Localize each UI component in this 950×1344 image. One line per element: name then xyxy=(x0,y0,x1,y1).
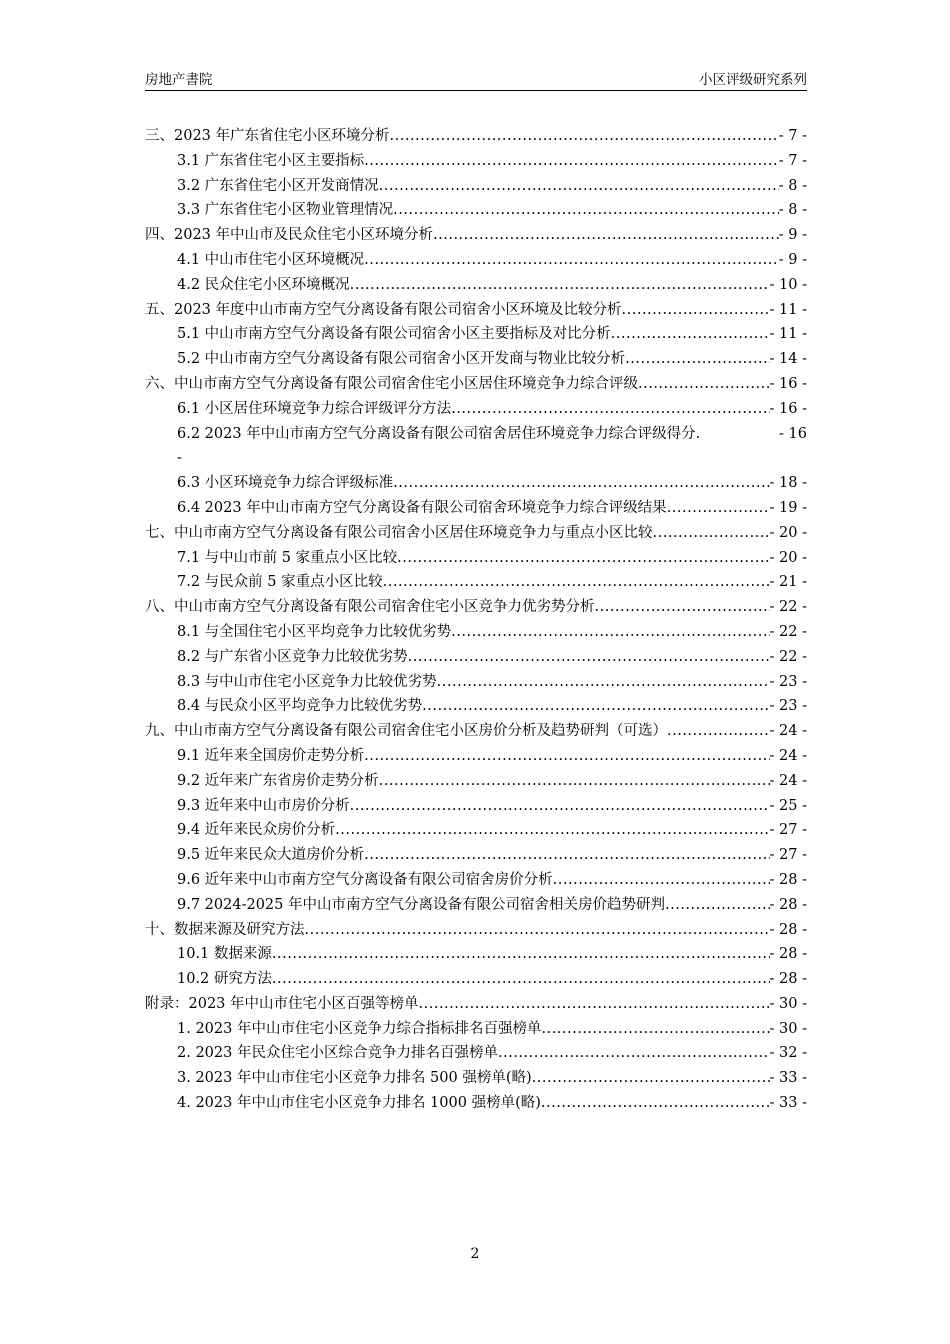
toc-leader-dots xyxy=(393,198,779,223)
toc-entry-title: 三、2023 年广东省住宅小区环境分析 xyxy=(145,128,390,144)
toc-entry-title: 5.2 中山市南方空气分离设备有限公司宿舍小区开发商与物业比较分析 xyxy=(177,351,626,368)
toc-leader-dots xyxy=(364,843,769,868)
toc-entry[interactable] xyxy=(145,198,807,223)
toc-entry[interactable] xyxy=(145,818,807,843)
toc-entry-page: - 27 - xyxy=(769,822,807,839)
toc-leader-dots xyxy=(667,496,770,521)
toc-leader-dots xyxy=(379,769,770,794)
toc-leader-dots xyxy=(451,620,769,645)
toc-entry-title: 9.2 近年来广东省房价走势分析 xyxy=(177,772,379,789)
toc-leader-dots xyxy=(350,273,770,298)
toc-leader-dots xyxy=(350,794,770,819)
toc-entry-title: 9.5 近年来民众大道房价分析 xyxy=(177,847,365,864)
toc-leader-dots xyxy=(553,868,770,893)
header-left-title: 房地产書院 xyxy=(145,72,213,88)
toc-entry[interactable] xyxy=(145,1066,807,1091)
toc-leader-dots xyxy=(638,372,770,397)
toc-entry[interactable] xyxy=(145,645,807,670)
toc-entry-page: - 11 - xyxy=(769,301,807,318)
toc-entry[interactable] xyxy=(145,347,807,372)
toc-entry-page-continuation: - xyxy=(177,450,182,467)
toc-entry-title: 4.2 民众住宅小区环境概况 xyxy=(177,276,350,293)
toc-entry[interactable] xyxy=(145,794,807,819)
toc-entry-page: - 24 - xyxy=(769,772,807,789)
toc-entry[interactable] xyxy=(145,570,807,595)
toc-entry-page: - 8 - xyxy=(778,202,807,219)
toc-entry[interactable] xyxy=(145,124,807,149)
toc-entry-page: - 33 - xyxy=(769,1095,807,1112)
toc-entry-title: 8.2 与广东省小区竞争力比较优劣势 xyxy=(177,648,408,665)
page-header xyxy=(145,64,807,91)
header-right-title: 小区评级研究系列 xyxy=(699,72,807,88)
toc-leader-dots xyxy=(611,322,770,347)
toc-entry[interactable] xyxy=(145,322,807,347)
table-of-contents xyxy=(145,124,807,1116)
toc-entry-page: - 14 - xyxy=(769,351,807,368)
toc-entry-page: - 23 - xyxy=(769,673,807,690)
toc-entry-page: - 16 - xyxy=(769,375,807,392)
toc-entry-title: 8.4 与民众小区平均竞争力比较优劣势 xyxy=(177,698,423,715)
page-number: 2 xyxy=(470,1246,480,1262)
toc-leader-dots xyxy=(433,223,779,248)
toc-entry-title: 6.4 2023 年中山市南方空气分离设备有限公司宿舍环境竞争力综合评级结果 xyxy=(177,499,667,516)
toc-entry-title: 1. 2023 年中山市住宅小区竞争力综合指标排名百强榜单 xyxy=(177,1020,542,1037)
toc-entry[interactable] xyxy=(145,372,807,397)
toc-entry-title: 3.1 广东省住宅小区主要指标 xyxy=(177,152,365,169)
toc-entry-page: - 8 - xyxy=(778,177,807,194)
toc-entry-page: - 16 xyxy=(779,425,807,442)
toc-entry-page: - 24 - xyxy=(769,723,807,740)
toc-leader-dots xyxy=(667,719,770,744)
toc-entry-page: - 28 - xyxy=(769,896,807,913)
toc-entry-title: 七、中山市南方空气分离设备有限公司宿舍小区居住环境竞争力与重点小区比较 xyxy=(145,524,653,541)
toc-entry-title: 9.3 近年来中山市房价分析 xyxy=(177,797,350,814)
toc-leader-dots xyxy=(408,645,770,670)
toc-entry-page: - 33 - xyxy=(769,1070,807,1087)
toc-entry-title: 8.1 与全国住宅小区平均竞争力比较优劣势 xyxy=(177,623,452,640)
toc-leader-dots xyxy=(379,174,779,199)
toc-leader-dots xyxy=(665,893,770,918)
toc-entry[interactable] xyxy=(145,1017,807,1042)
toc-entry-title: 9.7 2024-2025 年中山市南方空气分离设备有限公司宿舍相关房价趋势研判 xyxy=(177,896,665,913)
toc-leader-dots xyxy=(419,992,770,1017)
toc-leader-dots xyxy=(622,298,770,323)
toc-entry-page: - 30 - xyxy=(769,995,807,1012)
toc-leader-dots xyxy=(393,471,769,496)
toc-entry-title: 10.2 研究方法 xyxy=(177,971,272,988)
toc-entry[interactable] xyxy=(145,496,807,521)
toc-entry-title: 9.6 近年来中山市南方空气分离设备有限公司宿舍房价分析 xyxy=(177,871,553,888)
toc-entry[interactable] xyxy=(145,397,807,422)
toc-entry-page: - 28 - xyxy=(769,946,807,963)
toc-entry-title: 10.1 数据来源 xyxy=(177,946,272,963)
toc-entry[interactable] xyxy=(145,992,807,1017)
toc-leader-dots xyxy=(305,918,770,943)
toc-entry-page: - 24 - xyxy=(769,747,807,764)
toc-entry-title: 3. 2023 年中山市住宅小区竞争力排名 500 强榜单(略) xyxy=(177,1070,532,1087)
toc-entry-title: 八、中山市南方空气分离设备有限公司宿舍住宅小区竞争力优劣势分析 xyxy=(145,599,595,616)
toc-entry-page: - 27 - xyxy=(769,847,807,864)
toc-entry[interactable] xyxy=(145,1091,807,1116)
toc-leader-dots xyxy=(498,1041,770,1066)
toc-entry[interactable] xyxy=(145,620,807,645)
toc-entry-title: 4. 2023 年中山市住宅小区竞争力排名 1000 强榜单(略) xyxy=(177,1095,541,1112)
toc-leader-dots xyxy=(625,347,769,372)
toc-entry-page: - 25 - xyxy=(769,797,807,814)
toc-entry-title: 五、2023 年度中山市南方空气分离设备有限公司宿舍小区环境及比较分析 xyxy=(145,301,622,318)
toc-entry[interactable] xyxy=(145,298,807,323)
toc-entry[interactable] xyxy=(145,223,807,248)
toc-entry-page: - 16 - xyxy=(769,400,807,417)
toc-leader-dots xyxy=(437,670,770,695)
toc-entry[interactable] xyxy=(145,471,807,496)
toc-entry[interactable] xyxy=(145,719,807,744)
toc-entry-title: 四、2023 年中山市及民众住宅小区环境分析 xyxy=(145,227,434,244)
toc-leader-dots xyxy=(364,744,769,769)
toc-entry-title: 十、数据来源及研究方法 xyxy=(145,921,305,938)
toc-entry-title: 九、中山市南方空气分离设备有限公司宿舍住宅小区房价分析及趋势研判（可选） xyxy=(145,723,667,740)
toc-entry-page: - 20 - xyxy=(769,524,807,541)
toc-leader-dots xyxy=(422,694,769,719)
toc-leader-dots xyxy=(272,967,770,992)
toc-entry-title: 5.1 中山市南方空气分离设备有限公司宿舍小区主要指标及对比分析 xyxy=(177,326,611,343)
toc-entry[interactable] xyxy=(145,744,807,769)
toc-entry-title: 7.1 与中山市前 5 家重点小区比较 xyxy=(177,549,398,566)
toc-entry-page: - 20 - xyxy=(769,549,807,566)
toc-entry[interactable] xyxy=(145,843,807,868)
toc-entry-page: - 18 - xyxy=(769,475,807,492)
toc-leader-dots xyxy=(541,1017,769,1042)
toc-entry-page: - 28 - xyxy=(769,871,807,888)
toc-entry-page: - 11 - xyxy=(769,326,807,343)
toc-entry[interactable] xyxy=(145,422,807,472)
toc-entry[interactable] xyxy=(145,769,807,794)
toc-entry[interactable] xyxy=(145,694,807,719)
toc-leader-dots xyxy=(272,942,770,967)
toc-entry[interactable] xyxy=(145,918,807,943)
toc-entry-page: - 23 - xyxy=(769,698,807,715)
toc-entry[interactable] xyxy=(145,248,807,273)
toc-entry[interactable] xyxy=(145,868,807,893)
toc-leader-dots xyxy=(451,397,769,422)
toc-leader-dots xyxy=(364,149,779,174)
toc-entry-page: - 7 - xyxy=(778,128,807,144)
toc-entry[interactable] xyxy=(145,942,807,967)
toc-entry-title: 6.2 2023 年中山市南方空气分离设备有限公司宿舍居住环境竞争力综合评级得分. xyxy=(177,425,701,442)
toc-entry-page: - 19 - xyxy=(769,499,807,516)
toc-leader-dots xyxy=(595,595,770,620)
toc-entry-title: 4.1 中山市住宅小区环境概况 xyxy=(177,251,365,268)
toc-entry[interactable] xyxy=(145,521,807,546)
toc-entry-page: - 28 - xyxy=(769,971,807,988)
toc-entry[interactable] xyxy=(145,174,807,199)
toc-leader-dots xyxy=(364,248,779,273)
toc-leader-dots xyxy=(653,521,770,546)
toc-entry[interactable] xyxy=(145,670,807,695)
toc-entry-title: 附录：2023 年中山市住宅小区百强等榜单 xyxy=(145,995,419,1012)
toc-entry[interactable] xyxy=(145,595,807,620)
toc-entry-page: - 32 - xyxy=(769,1045,807,1062)
toc-entry-title: 9.4 近年来民众房价分析 xyxy=(177,822,336,839)
toc-entry[interactable] xyxy=(145,1041,807,1066)
toc-entry-title: 7.2 与民众前 5 家重点小区比较 xyxy=(177,574,383,591)
toc-leader-dots xyxy=(335,818,769,843)
toc-entry[interactable] xyxy=(145,893,807,918)
toc-entry-page: - 22 - xyxy=(769,648,807,665)
toc-entry-title: 9.1 近年来全国房价走势分析 xyxy=(177,747,365,764)
toc-entry-title: 3.2 广东省住宅小区开发商情况 xyxy=(177,177,379,194)
toc-entry-title: 8.3 与中山市住宅小区竞争力比较优劣势 xyxy=(177,673,437,690)
toc-leader-dots xyxy=(397,546,769,571)
toc-entry-page: - 22 - xyxy=(769,623,807,640)
toc-entry-page: - 28 - xyxy=(769,921,807,938)
toc-entry[interactable] xyxy=(145,967,807,992)
toc-entry-title: 2. 2023 年民众住宅小区综合竞争力排名百强榜单 xyxy=(177,1045,498,1062)
toc-entry-title: 6.1 小区居住环境竞争力综合评级评分方法 xyxy=(177,400,452,417)
toc-entry[interactable] xyxy=(145,273,807,298)
toc-entry[interactable] xyxy=(145,149,807,174)
toc-entry-page: - 7 - xyxy=(778,152,807,169)
toc-leader-dots xyxy=(390,124,779,149)
toc-entry-page: - 10 - xyxy=(769,276,807,293)
toc-entry-page: - 9 - xyxy=(778,227,807,244)
toc-entry-page: - 22 - xyxy=(769,599,807,616)
toc-entry-page: - 9 - xyxy=(778,251,807,268)
toc-entry-page: - 21 - xyxy=(769,574,807,591)
toc-entry[interactable] xyxy=(145,546,807,571)
toc-leader-dots xyxy=(541,1091,770,1116)
toc-entry-page: - 30 - xyxy=(769,1020,807,1037)
toc-leader-dots xyxy=(532,1066,770,1091)
toc-entry-title: 6.3 小区环境竞争力综合评级标准 xyxy=(177,475,394,492)
toc-leader-dots xyxy=(383,570,770,595)
toc-entry-title: 3.3 广东省住宅小区物业管理情况 xyxy=(177,202,394,219)
toc-entry-title: 六、中山市南方空气分离设备有限公司宿舍住宅小区居住环境竞争力综合评级 xyxy=(145,375,638,392)
